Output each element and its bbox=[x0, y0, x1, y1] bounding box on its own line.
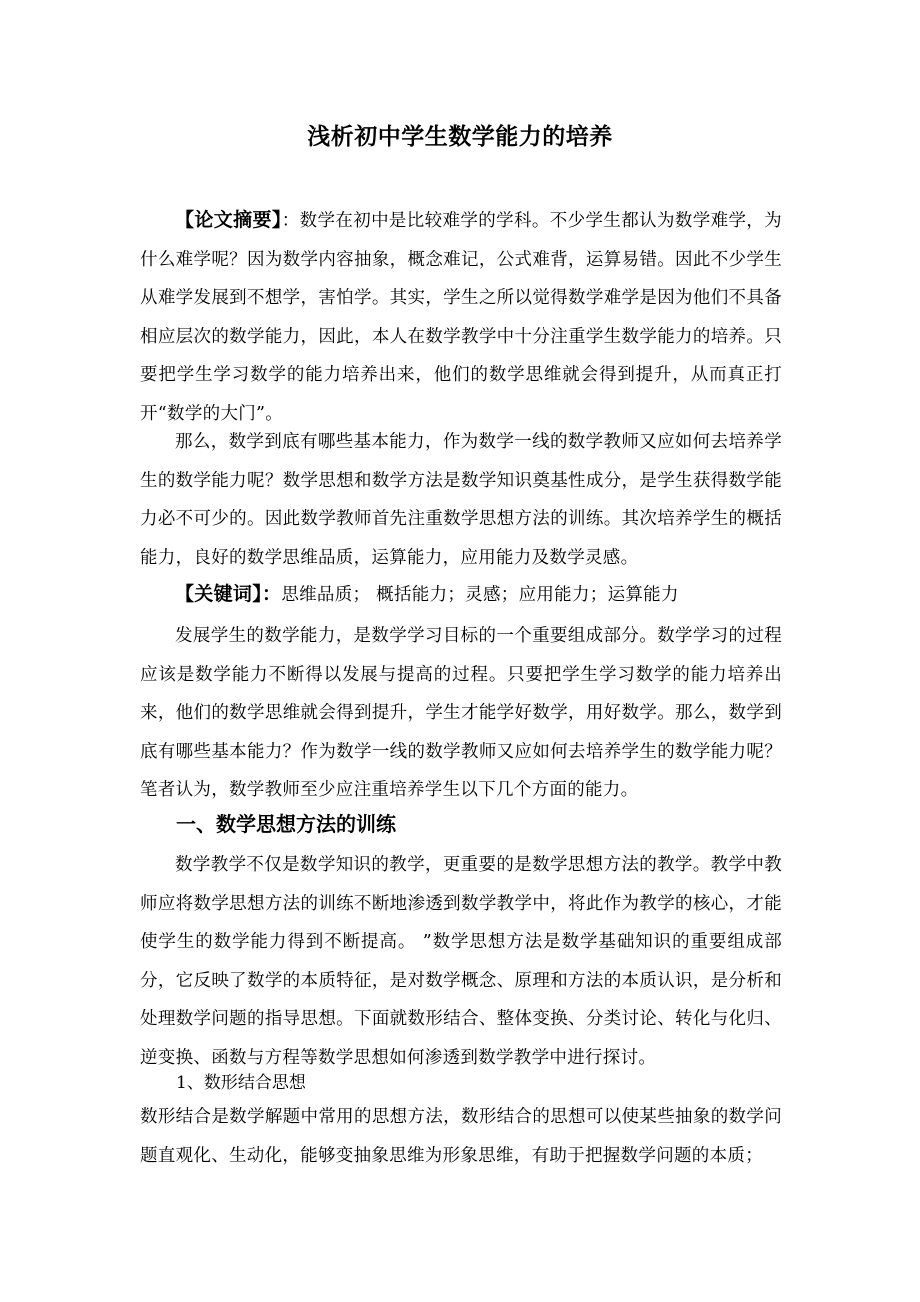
subsection-heading: 1、数形结合思想 bbox=[176, 1073, 306, 1093]
section-heading: 一、数学思想方法的训练 bbox=[176, 812, 396, 836]
abstract-text: 数学在初中是比较难学的学科。不少学生都认为数学难学，为什么难学呢？因为数学内容抽象，概念难记，公式难背，运算易错。因此不少学生从难学发展到不想学，害怕学。其实，学生之所以觉得数学难学是因为他们不具备相应层次的数学能力，因此，本人在数学教学中十分注重学生数学能力的培养。只要把学生学习数学的能力培养出来，他们的数学思维就会得到提升，从而真正打开“数学的大门”。 bbox=[140, 211, 782, 424]
abstract-paragraph bbox=[140, 201, 782, 434]
keywords-label: 【关键词】： bbox=[175, 583, 282, 605]
abstract-sep: ： bbox=[281, 211, 300, 231]
abstract-paragraph-2: 那么，数学到底有哪些基本能力，作为数学一线的数学教师又应如何去培养学生的数学能力呢？数学思想和数学方法是数学知识奠基性成分，是学生获得数学能力必不可少的。因此数学教师首先注重数学思想方法的训练。其次培养学生的概括能力，良好的数学思维品质，运算能力，应用能力及数学灵感。 bbox=[140, 432, 782, 568]
keywords-text: 思维品质； 概括能力；灵感；应用能力；运算能力 bbox=[281, 585, 679, 605]
section-paragraph: 数学教学不仅是数学知识的教学，更重要的是数学思想方法的教学。教学中教师应将数学思想方法的训练不断地渗透到数学教学中，将此作为教学的核心，才能使学生的数学能力得到不断提高。 ”数学思想方法是数学基础知识的重要组成部分，它反映了数学的本质特征，是对数学概念、原理和方法的本质认识，是分析和处理数学问题的指导思想。下面就数形结合、整体变换、分类讨论、转化与化归、逆变换、函数与方程等数学思想如何渗透到数学教学中进行探讨。 bbox=[140, 855, 782, 1068]
intro-paragraph: 发展学生的数学能力，是数学学习目标的一个重要组成部分。数学学习的过程应该是数学能力不断得以发展与提高的过程。只要把学生学习数学的能力培养出来，他们的数学思维就会得到提升，学生才能学好数学，用好数学。那么，数学到底有哪些基本能力？作为数学一线的数学教师又应如何去培养学生的数学能力呢？笔者认为，数学教师至少应注重培养学生以下几个方面的能力。 bbox=[140, 626, 782, 801]
subsection-paragraph: 数形结合是数学解题中常用的思想方法，数形结合的思想可以使某些抽象的数学问题直观化、生动化，能够变抽象思维为形象思维，有助于把握数学问题的本质； bbox=[140, 1107, 782, 1166]
page-title: 浅析初中学生数学能力的培养 bbox=[307, 124, 613, 150]
keywords-paragraph bbox=[140, 575, 782, 615]
abstract-label: 【论文摘要】 bbox=[175, 209, 282, 231]
